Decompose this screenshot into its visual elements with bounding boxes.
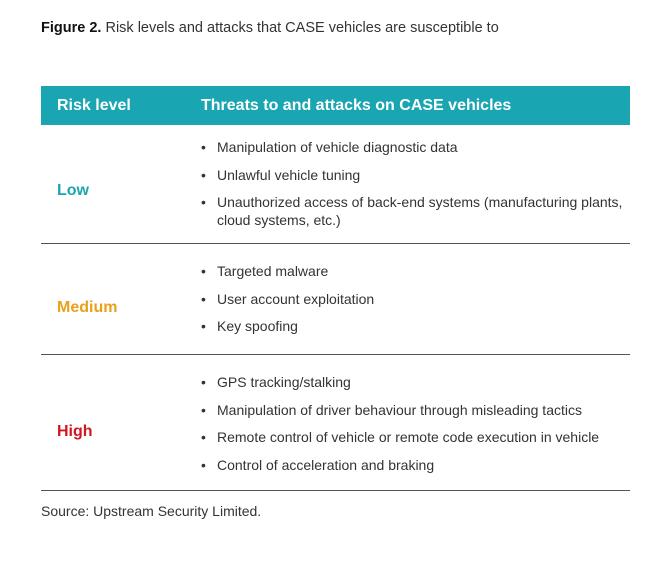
figure-caption: [41, 20, 499, 36]
bullet-icon: •: [201, 290, 206, 307]
bullet-icon: •: [201, 139, 206, 155]
figure-label: Figure 2.: [41, 20, 102, 36]
table-header: [41, 86, 630, 125]
threat-item: • Control of acceleration and braking: [201, 456, 435, 473]
bullet-icon: •: [201, 374, 206, 390]
threat-item: • Manipulation of driver behaviour through misleading tactics: [201, 401, 582, 418]
threat-item: • Unauthorized access of back-end systems (manufacturing plants, cloud systems, etc.): [201, 194, 623, 228]
bullet-icon: •: [201, 166, 206, 183]
risk-level-low: Low: [57, 181, 89, 199]
risk-table: [41, 86, 630, 491]
bullet-icon: •: [201, 401, 206, 418]
table-row-high: [41, 355, 630, 491]
threat-item: • User account exploitation: [201, 290, 375, 307]
table-row-low: [41, 125, 630, 244]
source-note: Source: Upstream Security Limited.: [41, 503, 262, 519]
risk-level-high: High: [57, 422, 93, 440]
table-row-medium: [41, 244, 630, 355]
figure-title: Risk levels and attacks that CASE vehicles are susceptible to: [101, 20, 499, 36]
risk-level-medium: Medium: [57, 299, 118, 316]
header-risk-level: Risk level: [57, 96, 131, 114]
threat-list-medium: [201, 262, 630, 354]
threat-item: • Key spoofing: [201, 318, 298, 334]
bullet-icon: •: [201, 194, 206, 210]
threat-item: • Remote control of vehicle or remote code execution in vehicle: [201, 429, 600, 445]
threat-item: • Unlawful vehicle tuning: [201, 166, 361, 183]
bullet-icon: •: [201, 456, 206, 473]
bullet-icon: •: [201, 263, 206, 279]
bullet-icon: •: [201, 429, 206, 445]
threat-item: • Manipulation of vehicle diagnostic data: [201, 139, 458, 155]
bullet-icon: •: [201, 318, 206, 334]
threat-item: • GPS tracking/stalking: [201, 374, 351, 390]
threat-list-low: [201, 138, 630, 243]
threat-list-high: [201, 373, 630, 490]
header-threats: Threats to and attacks on CASE vehicles: [201, 96, 512, 114]
threat-item: • Targeted malware: [201, 263, 329, 279]
